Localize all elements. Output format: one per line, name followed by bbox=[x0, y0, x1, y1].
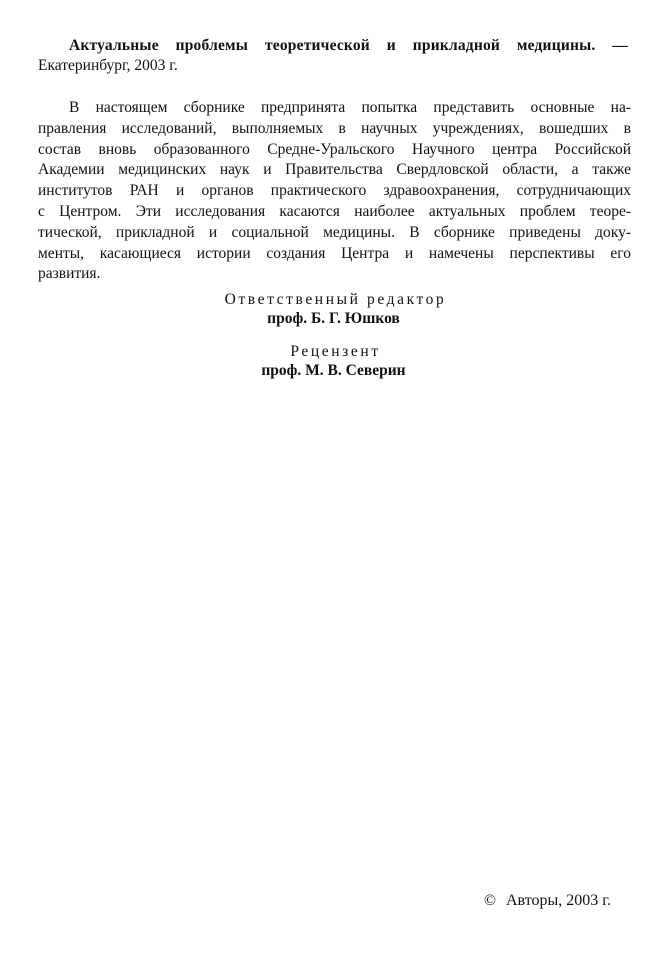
abstract-line: В настоящем сборнике предпринята попытка представить основные на- bbox=[69, 99, 631, 116]
copyright-notice bbox=[484, 891, 611, 911]
abstract-line: развития. bbox=[38, 265, 101, 283]
book-title: Актуальные проблемы теоретической и прикладной медицины. — bbox=[69, 37, 628, 54]
editor-credit bbox=[0, 290, 667, 328]
copyright-text: Авторы, 2003 г. bbox=[506, 892, 611, 909]
bibliographic-record bbox=[38, 36, 628, 76]
book-imprint: Екатеринбург, 2003 г. bbox=[38, 57, 178, 74]
editor-name: проф. Б. Г. Юшков bbox=[267, 310, 400, 327]
abstract-line: с Центром. Эти исследования касаются наиболее актуальных проблем теоре- bbox=[38, 202, 631, 220]
abstract-line: Академии медицинских наук и Правительства Свердловской области, а также bbox=[38, 161, 631, 179]
copyright-icon: © bbox=[483, 892, 496, 909]
abstract-line: состав вновь образованного Средне-Уральского Научного центра Российской bbox=[38, 140, 631, 158]
reviewer-role: Рецензент bbox=[290, 343, 381, 360]
abstract-line: правления исследований, выполняемых в научных учреждениях, вошедших в bbox=[38, 119, 631, 137]
abstract-paragraph bbox=[38, 98, 631, 285]
abstract-line: тической, прикладной и социальной медицины. В сборнике приведены доку- bbox=[38, 223, 631, 241]
abstract-line: институтов РАН и органов практического здравоохранения, сотрудничающих bbox=[38, 182, 631, 200]
reviewer-credit bbox=[0, 342, 667, 380]
abstract-line: менты, касающиеся истории создания Центра и намечены перспективы его bbox=[38, 244, 631, 262]
reviewer-name: проф. М. В. Северин bbox=[261, 362, 406, 379]
editor-role: Ответственный редактор bbox=[224, 291, 447, 308]
